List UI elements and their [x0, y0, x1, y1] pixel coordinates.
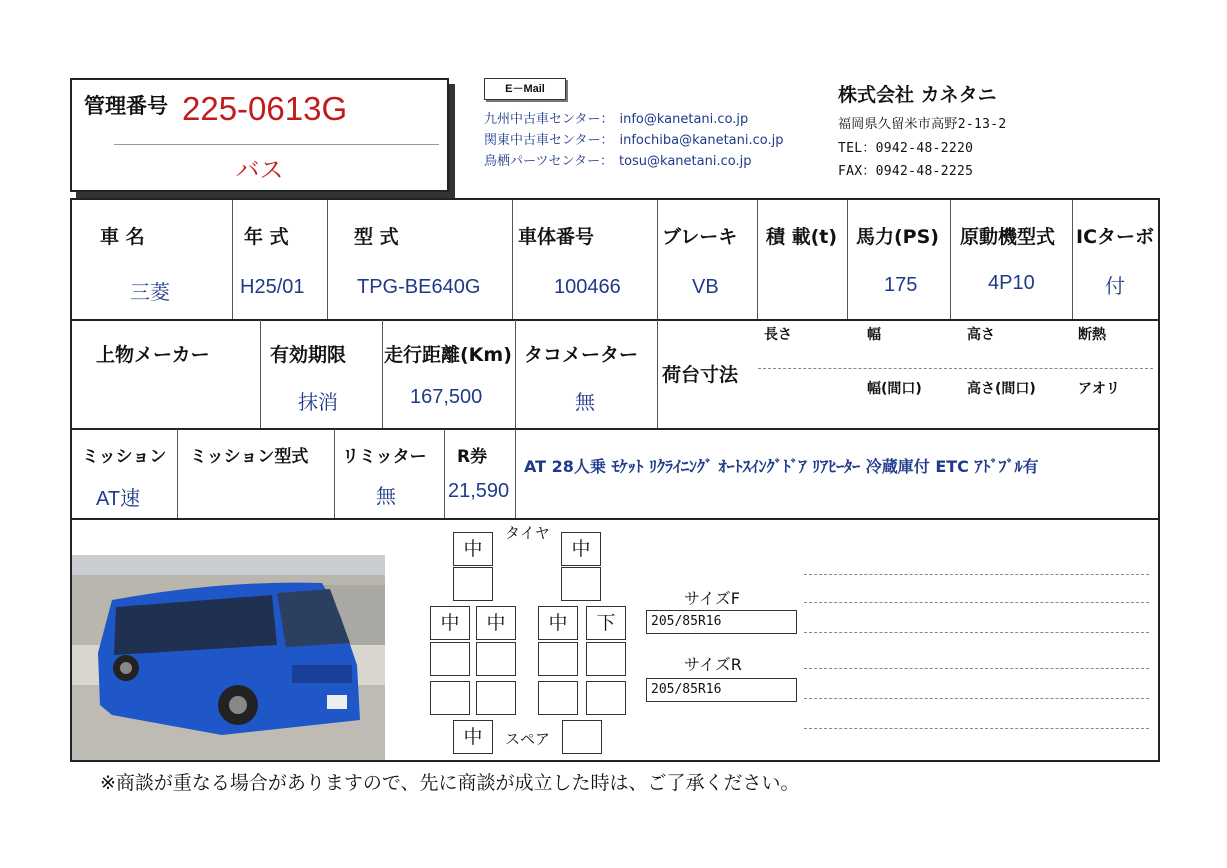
col-divider — [444, 429, 445, 518]
dim-width-open-label: 幅(間口) — [867, 381, 922, 397]
value-mission: AT速 — [96, 488, 141, 510]
tire-slot — [586, 642, 626, 676]
value-inspection: 抹消 — [298, 392, 338, 414]
col-divider — [950, 200, 951, 319]
tire-slot — [476, 681, 516, 715]
size-rear-value: 205/85R16 — [646, 678, 797, 702]
label-horsepower: 馬力(PS) — [856, 226, 939, 248]
col-divider — [512, 200, 513, 319]
dim-width-label: 幅 — [867, 327, 881, 343]
col-divider — [515, 429, 516, 518]
value-ic-turbo: 付 — [1105, 276, 1125, 298]
label-tachometer: タコメーター — [524, 344, 639, 366]
remarks: AT 28人乗 ﾓｹｯﾄ ﾘｸﾗｲﾆﾝｸﾞ ｵｰﾄｽｲﾝｸﾞﾄﾞｱ ﾘｱﾋｰﾀｰ 冷蔵庫付 ETC ｱﾄﾞﾌﾞﾙ有 — [524, 457, 1039, 476]
notes-line — [804, 632, 1149, 633]
dim-height-open-label: 高さ(間口) — [967, 381, 1036, 397]
row-divider — [72, 518, 1158, 520]
label-brake: ブレーキ — [662, 226, 738, 248]
vehicle-type: バス — [235, 156, 284, 184]
label-body-maker: 上物メーカー — [96, 344, 210, 366]
col-divider — [382, 320, 383, 428]
email-row-kyushu — [484, 108, 748, 127]
value-year: H25/01 — [240, 276, 305, 298]
value-model: TPG-BE640G — [357, 276, 481, 298]
label-mission: ミッション — [82, 447, 167, 467]
divider — [114, 144, 439, 145]
email-row-tosu — [484, 150, 751, 169]
bus-photo — [72, 555, 385, 760]
company-tel: TEL：0942-48-2220 — [838, 141, 974, 156]
email-row-kanto — [484, 129, 784, 148]
dim-height-label: 高さ — [967, 327, 995, 343]
col-divider — [1072, 200, 1073, 319]
tire-spare: 中 — [453, 720, 493, 754]
notes-line — [804, 668, 1149, 669]
label-year: 年 式 — [244, 226, 289, 248]
email-badge: E－Mail — [484, 78, 566, 100]
col-divider — [515, 320, 516, 428]
size-front-value: 205/85R16 — [646, 610, 797, 634]
value-horsepower: 175 — [884, 274, 918, 296]
tire-spare-slot — [562, 720, 602, 754]
dim-insulation-label: 断熱 — [1078, 327, 1106, 343]
company-name: 株式会社 カネタニ — [838, 84, 997, 106]
tire-rear-2: 中 — [476, 606, 516, 640]
email-center-label: 関東中古車センター： — [484, 133, 614, 148]
tire-front-left: 中 — [453, 532, 493, 566]
tire-slot — [586, 681, 626, 715]
value-mileage: 167,500 — [410, 386, 483, 408]
label-engine-model: 原動機型式 — [960, 226, 1056, 248]
tire-label: タイヤ — [505, 524, 550, 542]
company-address: 福岡県久留米市高野2-13-2 — [838, 117, 1007, 132]
row-divider — [72, 428, 1158, 430]
management-number-label: 管理番号 — [84, 94, 168, 118]
size-front-label: サイズF — [684, 589, 740, 608]
tire-slot — [476, 642, 516, 676]
notes-line — [804, 602, 1149, 603]
email-center-label: 九州中古車センター： — [484, 112, 614, 127]
value-recycle-ticket: 21,590 — [448, 480, 510, 502]
label-ic-turbo: ICターボ — [1076, 226, 1155, 248]
label-limiter: リミッター — [342, 447, 427, 467]
company-fax: FAX：0942-48-2225 — [838, 164, 974, 179]
notes-line — [804, 698, 1149, 699]
col-divider — [847, 200, 848, 319]
label-model: 型 式 — [354, 226, 399, 248]
email-link[interactable]: infochiba@kanetani.co.jp — [619, 133, 784, 148]
email-link[interactable]: info@kanetani.co.jp — [619, 112, 749, 127]
label-car-name: 車 名 — [100, 226, 145, 248]
size-rear-label: サイズR — [684, 655, 742, 674]
spec-table — [70, 198, 1160, 762]
label-load: 積 載(t) — [766, 226, 838, 248]
notes-line — [804, 728, 1149, 729]
email-link[interactable]: tosu@kanetani.co.jp — [618, 154, 752, 169]
footnote: ※商談が重なる場合がありますので、先に商談が成立した時は、ご了承ください。 — [100, 772, 800, 794]
col-divider — [327, 200, 328, 319]
tire-slot — [430, 681, 470, 715]
management-number: 225-0613G — [182, 90, 348, 127]
row-divider — [72, 319, 1158, 321]
label-recycle-ticket: R券 — [457, 447, 488, 467]
tire-front-right-inner — [561, 567, 601, 601]
email-center-label: 鳥栖パーツセンター： — [484, 154, 613, 169]
value-chassis-number: 100466 — [554, 276, 621, 298]
col-divider — [657, 320, 658, 428]
value-tachometer: 無 — [575, 392, 595, 414]
value-brake: VB — [692, 276, 719, 298]
value-car-name: 三菱 — [130, 282, 170, 304]
tire-front-right: 中 — [561, 532, 601, 566]
label-cargo-dimensions: 荷台寸法 — [662, 364, 739, 386]
label-chassis-number: 車体番号 — [518, 226, 595, 248]
tire-rear-3: 中 — [538, 606, 578, 640]
col-divider — [334, 429, 335, 518]
spare-label: スペア — [505, 730, 551, 748]
label-inspection: 有効期限 — [270, 344, 347, 366]
tire-rear-4: 下 — [586, 606, 626, 640]
value-limiter: 無 — [376, 486, 396, 508]
col-divider — [757, 200, 758, 319]
dim-length-label: 長さ — [764, 327, 792, 343]
dim-dashed-line — [758, 368, 1153, 369]
col-divider — [657, 200, 658, 319]
col-divider — [232, 200, 233, 319]
tire-slot — [538, 681, 578, 715]
label-mileage: 走行距離(Km) — [384, 344, 512, 366]
label-mission-type: ミッション型式 — [190, 447, 309, 467]
col-divider — [177, 429, 178, 518]
dim-gate-label: アオリ — [1078, 381, 1120, 397]
tire-rear-1: 中 — [430, 606, 470, 640]
tire-slot — [538, 642, 578, 676]
value-engine-model: 4P10 — [988, 272, 1035, 294]
notes-line — [804, 574, 1149, 575]
tire-slot — [430, 642, 470, 676]
management-number-box — [70, 78, 449, 192]
col-divider — [260, 320, 261, 428]
tire-front-left-inner — [453, 567, 493, 601]
